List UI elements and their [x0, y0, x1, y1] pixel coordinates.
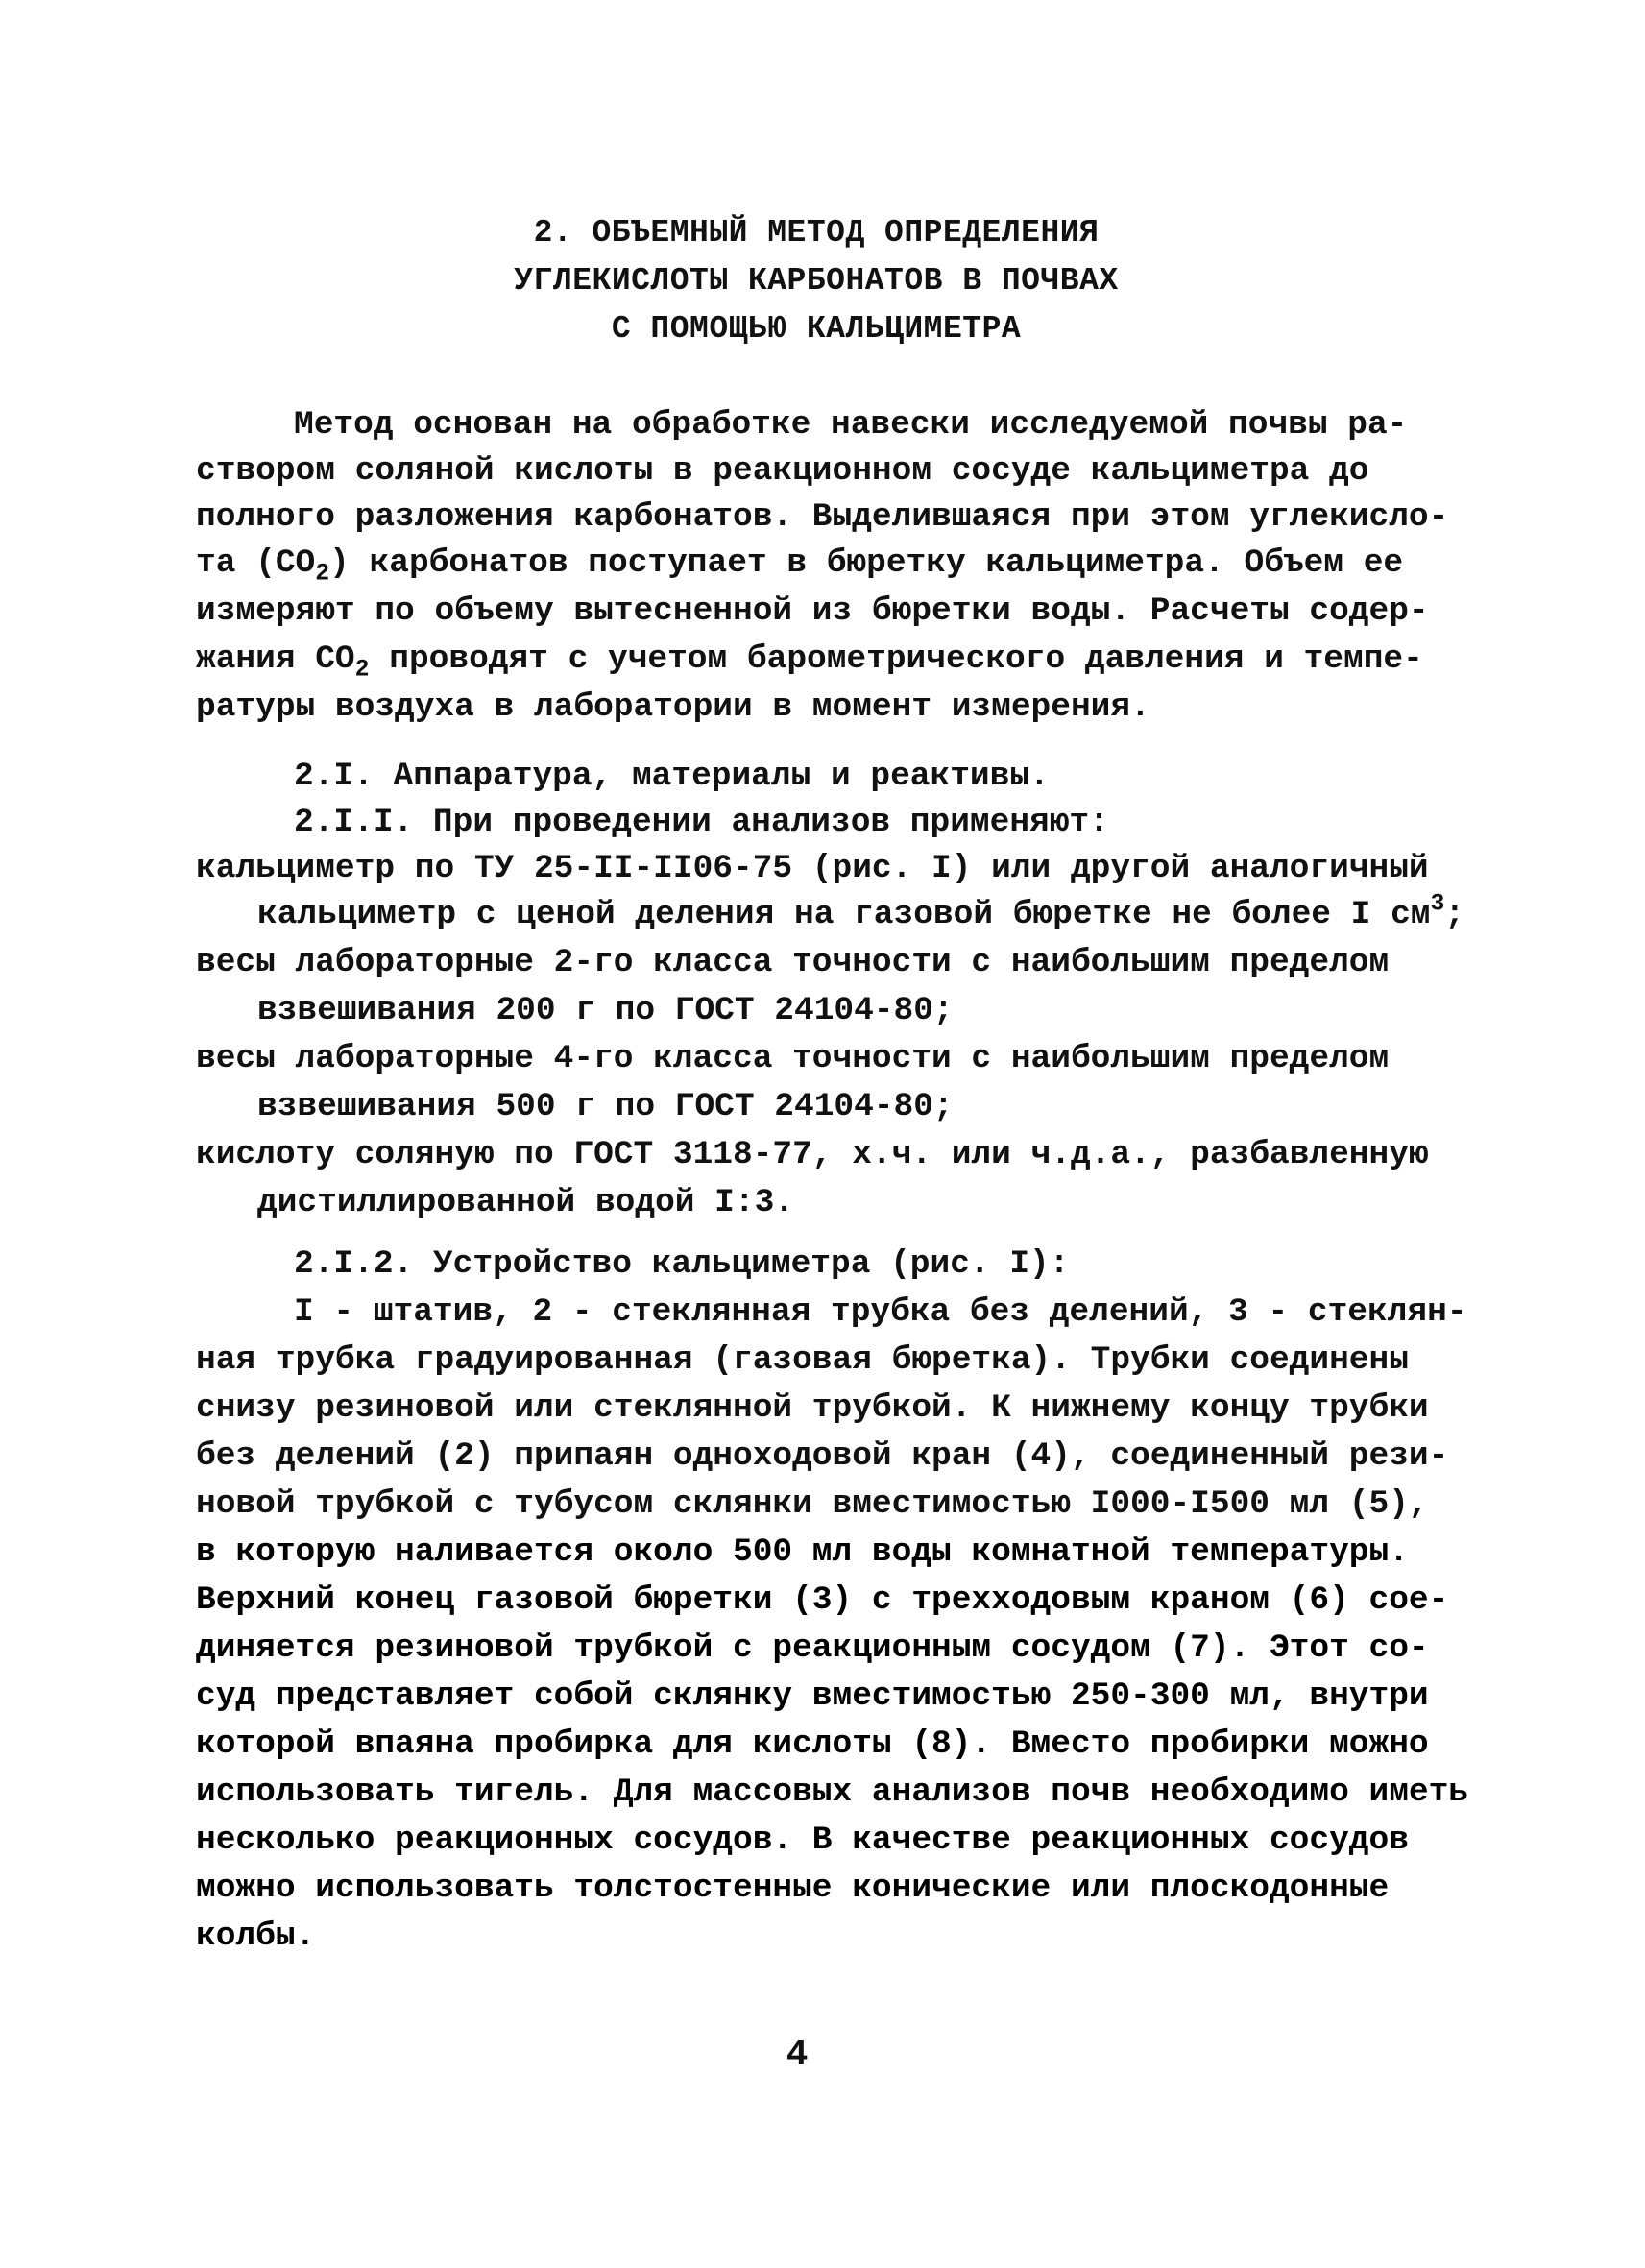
device-line-6: в которую наливается около 500 мл воды комнатной температуры.	[196, 1533, 1409, 1571]
page-number: 4	[786, 2035, 809, 2076]
co2-subscript: 2	[354, 656, 370, 684]
equipment-item-1-line-1: кальциметр по ТУ 25-II-II06-75 (рис. I) или другой аналогичный	[196, 850, 1429, 887]
title-line-2: УГЛЕКИСЛОТЫ КАРБОНАТОВ В ПОЧВАХ	[514, 263, 1119, 299]
device-line-3: снизу резиновой или стеклянной трубкой. К нижнему концу трубки	[196, 1389, 1429, 1427]
section-2-1-1-heading: 2.I.I. При проведении анализов применяют:	[294, 804, 1109, 841]
equipment-item-2-line-1: весы лабораторные 2-го класса точности с наибольшим пределом	[196, 944, 1390, 981]
intro-line-1: Метод основан на обработке навески исследуемой почвы ра-	[294, 406, 1408, 444]
title-line-1: 2. ОБЪЕМНЫЙ МЕТОД ОПРЕДЕЛЕНИЯ	[533, 215, 1100, 251]
equipment-item-1-line-2b: ;	[1444, 896, 1465, 933]
device-line-4: без делений (2) припаян одноходовой кран (4), соединенный рези-	[196, 1437, 1449, 1475]
equipment-item-4-line-2: дистиллированной водой I:3.	[257, 1184, 794, 1221]
device-line-8: диняется резиновой трубкой с реакционным сосудом (7). Этот со-	[196, 1629, 1429, 1667]
device-line-2: ная трубка градуированная (газовая бюретка). Трубки соединены	[196, 1341, 1409, 1379]
equipment-item-3-line-2: взвешивания 500 г по ГОСТ 24104-80;	[257, 1088, 954, 1125]
intro-line-2: створом соляной кислоты в реакционном сосуде кальциметра до	[196, 452, 1369, 490]
device-line-14: колбы.	[196, 1918, 316, 1955]
device-line-10: которой впаяна пробирка для кислоты (8). Вместо пробирки можно	[196, 1725, 1429, 1763]
intro-line-6	[196, 638, 1423, 682]
section-2-1-heading: 2.I. Аппаратура, материалы и реактивы.	[294, 758, 1050, 795]
section-2-1-2-heading: 2.I.2. Устройство кальциметра (рис. I):	[294, 1245, 1070, 1283]
device-line-11: использовать тигель. Для массовых анализов почв необходимо иметь	[196, 1773, 1469, 1811]
equipment-item-2-line-2: взвешивания 200 г по ГОСТ 24104-80;	[257, 992, 954, 1029]
intro-line-4a: та (СО	[196, 544, 316, 582]
device-line-12: несколько реакционных сосудов. В качестве реакционных сосудов	[196, 1822, 1409, 1859]
equipment-item-4-line-1: кислоту соляную по ГОСТ 3118-77, х.ч. или ч.д.а., разбавленную	[196, 1136, 1429, 1173]
intro-line-5: измеряют по объему вытесненной из бюретки воды. Расчеты содер-	[196, 592, 1429, 630]
cubic-superscript: 3	[1430, 890, 1445, 918]
device-line-7: Верхний конец газовой бюретки (3) с трехходовым краном (6) сое-	[196, 1581, 1449, 1619]
equipment-item-1-line-2a: кальциметр с ценой деления на газовой бюретке не более I см	[257, 896, 1431, 933]
device-line-9: суд представляет собой склянку вместимостью 250-300 мл, внутри	[196, 1677, 1429, 1715]
equipment-item-1-line-2	[257, 890, 1465, 937]
device-line-1: I - штатив, 2 - стеклянная трубка без делений, 3 - стеклян-	[294, 1293, 1467, 1331]
intro-line-6a: жания СО	[196, 640, 355, 678]
device-line-5: новой трубкой с тубусом склянки вместимостью I000-I500 мл (5),	[196, 1485, 1429, 1523]
intro-line-7: ратуры воздуха в лаборатории в момент измерения.	[196, 688, 1150, 726]
intro-line-4	[196, 542, 1403, 586]
title-line-3: С ПОМОЩЬЮ КАЛЬЦИМЕТРА	[611, 311, 1022, 347]
equipment-item-3-line-1: весы лабораторные 4-го класса точности с наибольшим пределом	[196, 1040, 1390, 1077]
intro-line-3: полного разложения карбонатов. Выделившаяся при этом углекисло-	[196, 498, 1449, 536]
intro-line-4b: ) карбонатов поступает в бюретку кальциметра. Объем ее	[329, 544, 1404, 582]
intro-line-6b: проводят с учетом барометрического давления и темпе-	[369, 640, 1423, 678]
section-title	[288, 209, 1344, 353]
device-line-13: можно использовать толстостенные конические или плоскодонные	[196, 1870, 1390, 1907]
co2-subscript: 2	[315, 560, 330, 588]
